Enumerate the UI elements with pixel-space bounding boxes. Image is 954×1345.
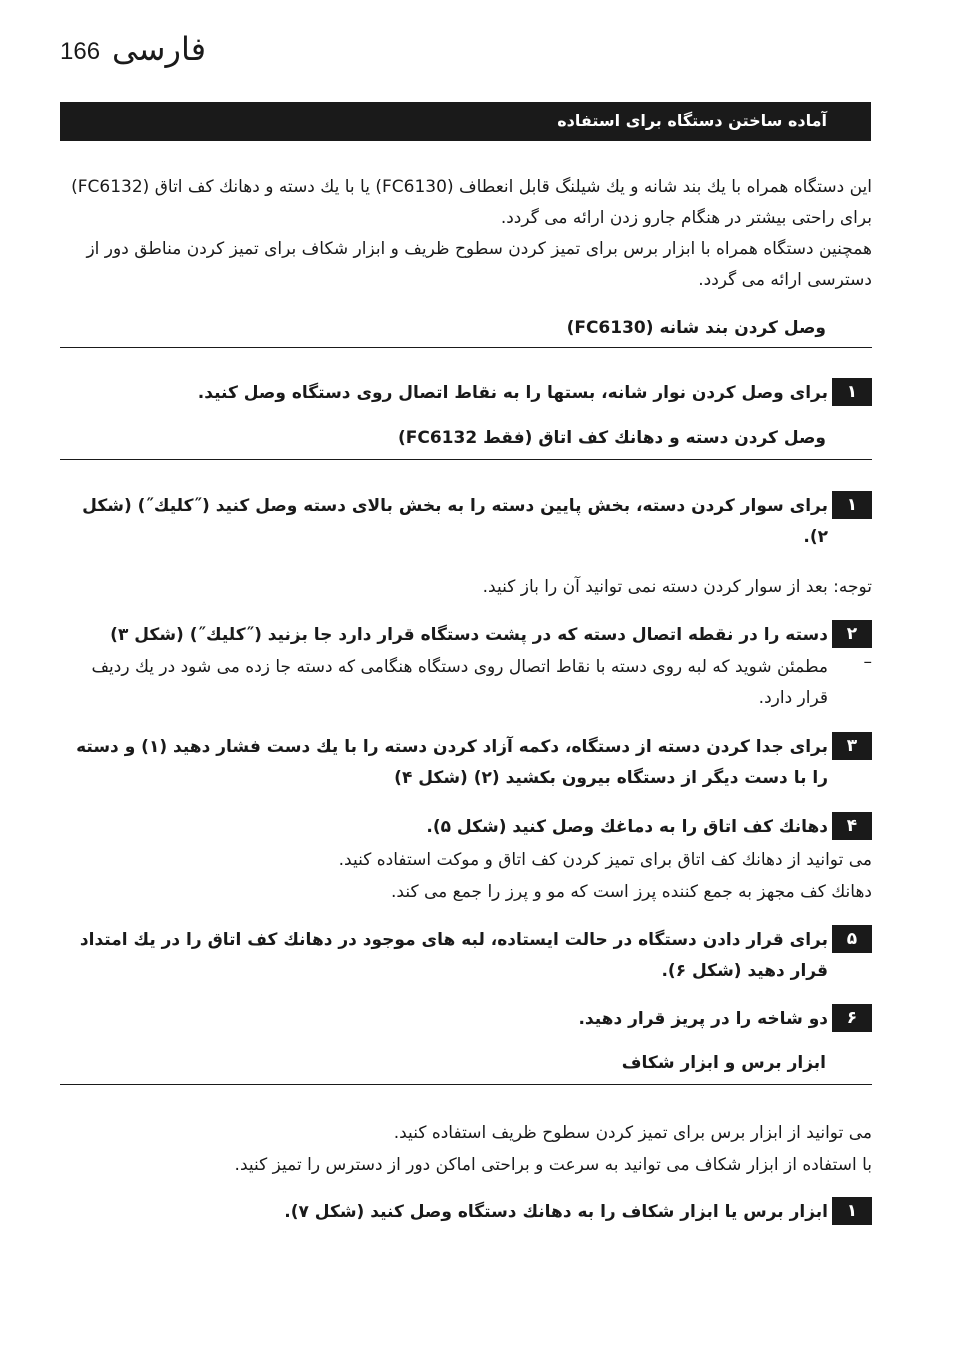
step-text: برای سوار كردن دسته، بخش پایین دسته را به بخش بالای دسته وصل كنید (˝كلیك˝) (شكل ۲). bbox=[82, 496, 828, 547]
page-number: 166 bbox=[60, 38, 101, 65]
bullet-text: مطمئن شوید كه لبه روی دسته با نقاط اتصال روی دستگاه هنگامی كه دسته جا زده می شود در یك ردیف قرار دارد. bbox=[91, 657, 828, 708]
subheading-shoulder-strap: وصل كردن بند شانه (FC6130) bbox=[566, 318, 826, 338]
brush-intro-text: می توانید از ابزار برس برای تمیز كردن سطوح ظریف استفاده كنید. bbox=[393, 1123, 872, 1143]
subheading-rule bbox=[60, 1084, 872, 1085]
step-text: برای وصل كردن نوار شانه، بستها را به نقاط اتصال روی دستگاه وصل كنید. bbox=[197, 383, 828, 403]
intro-paragraph-2: همچنین دستگاه همراه با ابزار برس برای تمیز كردن سطوح ظریف و ابزار شكاف برای تمیز كردن مناطق دور از دسترسی ارائه می گردد. bbox=[86, 239, 872, 290]
step-number-box: ۶ bbox=[832, 1004, 872, 1032]
step-extra-text: می توانید از دهانك كف اتاق برای تمیز كردن كف اتاق و موكت استفاده كنید. bbox=[338, 850, 872, 870]
step-text: دسته را در نقطه اتصال دسته كه در پشت دستگاه قرار دارد جا بزنید (˝كلیك˝) (شكل ۳) bbox=[110, 625, 828, 645]
note-text: توجه: بعد از سوار كردن دسته نمی توانید آن را باز كنید. bbox=[482, 577, 872, 597]
step-text: دهانك كف اتاق را به دماغك وصل كنید (شكل ۵). bbox=[426, 817, 828, 837]
section-title: آماده ساختن دستگاه برای استفاده bbox=[557, 111, 827, 130]
intro-paragraph-1: این دستگاه همراه با یك بند شانه و یك شیلنگ قابل انعطاف (FC6130) یا با یك دسته و دهانك كف اتاق (FC6132) برای راحتی بیشتر در هنگام جارو زدن ارائه می گردد. bbox=[71, 177, 872, 228]
crevice-intro-text: با استفاده از ابزار شكاف می توانید به سرعت و براحتی اماكن دور از دسترس را تمیز كنید. bbox=[234, 1155, 872, 1175]
subheading-rule bbox=[60, 459, 872, 460]
step-number-box: ۱ bbox=[832, 1197, 872, 1225]
step-text: برای قرار دادن دستگاه در حالت ایستاده، لبه های موجود در دهانك كف اتاق را در یك امتداد قرار دهید (شكل ۶). bbox=[79, 930, 828, 981]
step-number-box: ۱ bbox=[832, 378, 872, 406]
step-text: ابزار برس یا ابزار شكاف را به دهانك دستگاه وصل كنید (شكل ۷). bbox=[284, 1202, 828, 1222]
subheading-handle-nozzle: وصل كردن دسته و دهانك كف اتاق (فقط FC6132) bbox=[397, 428, 826, 448]
language-title: فارسی bbox=[112, 30, 206, 68]
step-number-box: ۳ bbox=[832, 732, 872, 760]
step-extra-text: دهانك كف مجهز به جمع كننده پرز است كه مو و پرز را جمع می كند. bbox=[391, 882, 872, 902]
step-text: دو شاخه را در پریز قرار دهید. bbox=[578, 1009, 828, 1029]
subheading-rule bbox=[60, 347, 872, 348]
step-text: برای جدا كردن دسته از دستگاه، دكمه آزاد كردن دسته را با یك دست فشار دهید (۱) و دسته را با دست دیگر از دستگاه بیرون بكشید (۲) (شكل ۴) bbox=[76, 737, 828, 788]
step-number-box: ۴ bbox=[832, 812, 872, 840]
step-number-box: ۵ bbox=[832, 925, 872, 953]
bullet-dash: – bbox=[863, 652, 872, 672]
step-number-box: ۲ bbox=[832, 620, 872, 648]
step-number-box: ۱ bbox=[832, 491, 872, 519]
section-title-bar bbox=[60, 102, 871, 141]
subheading-brush-crevice: ابزار برس و ابزار شكاف bbox=[621, 1053, 826, 1073]
